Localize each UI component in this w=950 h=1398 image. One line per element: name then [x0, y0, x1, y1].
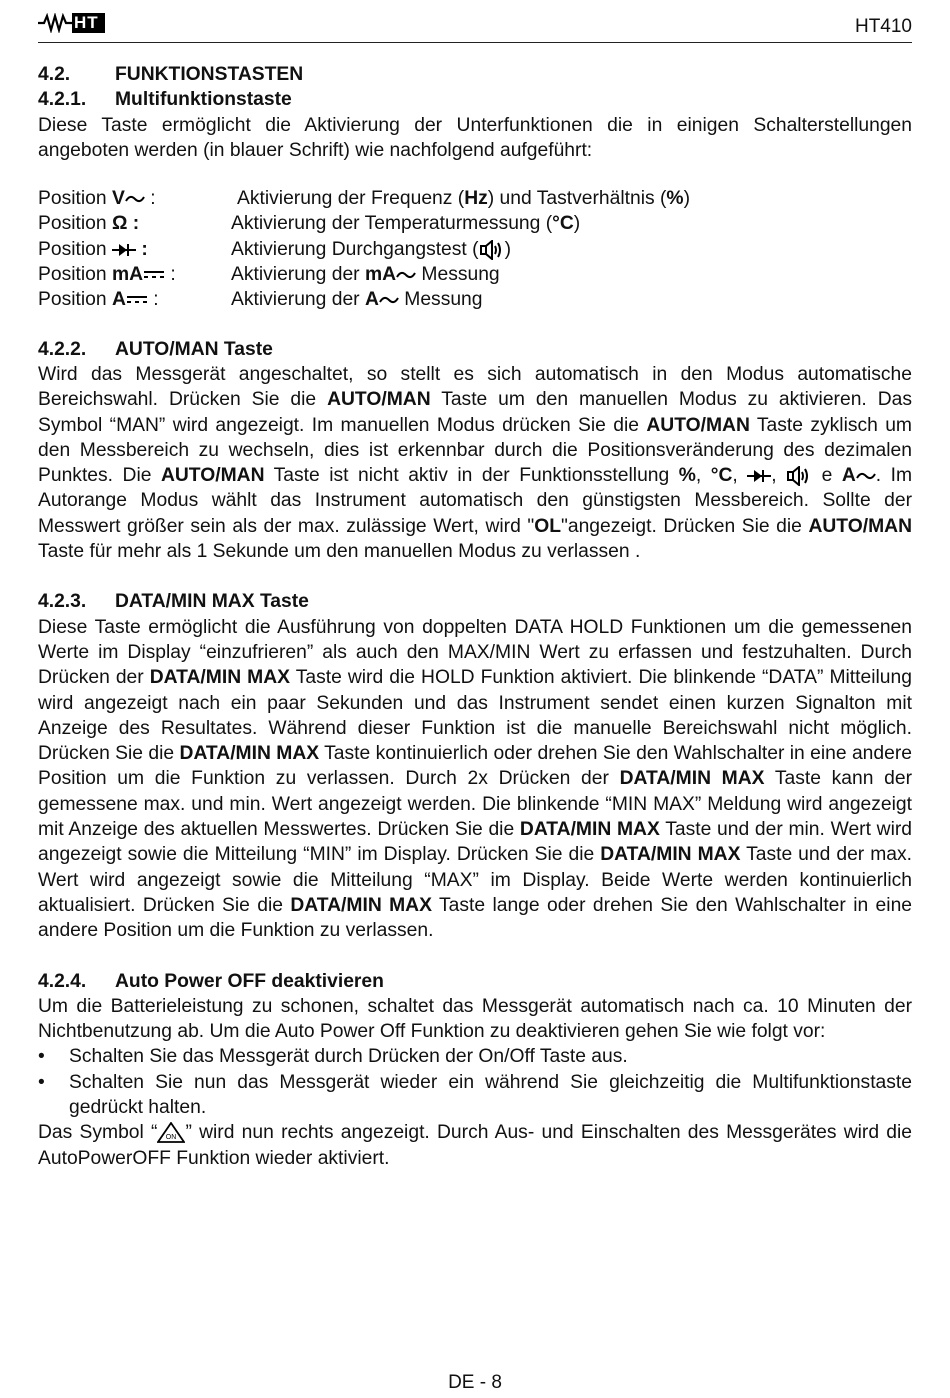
desc-bold: Hz [464, 188, 488, 210]
subsection-title: Auto Power OFF deaktivieren [115, 970, 384, 992]
ac-wave-icon [396, 270, 416, 280]
desc-text: ) [504, 238, 511, 260]
auto-power-off-warning-icon [157, 1122, 185, 1144]
desc-text: Aktivierung der Temperaturmessung ( [231, 213, 553, 235]
paragraph-data-min-max: Diese Taste ermöglicht die Ausführung von doppelten DATA HOLD Funktionen um die gemessenen Werte im Display “einzufrieren” als auch den MAX/MIN Wert zu erfassen und festzuhalten. Durch Drücken der DATA/MIN MAX Taste wird die HOLD Funktion aktiviert. Die blinkende “DATA” Mitteilung wird angezeigt nach ein paar Sekunden und das Instrument sendet einen kurzen Signalton mit Anzeige des Resultates. Während dieser Funktion ist die manuelle Bereichswahl nicht möglich. Drücken Sie die DATA/MIN MAX Taste kontinuierlich oder drehen Sie den Wahlschalter in eine andere Position um die Funktion zu verlassen. Durch 2x Drücken der DATA/MIN MAX Taste kann der gemessene max. und min. Wert angezeigt werden. Die blinkende “MIN MAX” Meldung wird angezeigt mit Anzeige des aktuellen Messwertes. Drücken Sie die DATA/MIN MAX Taste und der min. Wert wird angezeigt sowie die Mitteilung “MIN” im Display. Drücken Sie die DATA/MIN MAX Taste und der max. Wert wird angezeigt sowie die Mitteilung “MAX” im Display. Beide Werte werden kontinuierlich aktualisiert. Drücken Sie die DATA/MIN MAX Taste lange oder drehen Sie den Wahlschalter in eine andere Position um die Funktion zu verlassen. [38, 616, 913, 942]
a-symbol: A [111, 289, 126, 311]
position-label: Position [38, 188, 107, 210]
dc-symbol-icon [143, 270, 165, 280]
desc-bold: mA [364, 264, 397, 286]
position-row-a: Position A : Aktivierung der A Messung [38, 289, 483, 311]
buzzer-icon [786, 466, 812, 486]
position-label: Position [38, 238, 107, 260]
ac-wave-icon [379, 295, 399, 305]
subsection-number: 4.2.1. [38, 89, 87, 111]
subsection-title: Multifunktionstaste [115, 89, 292, 111]
subsection-number: 4.2.2. [38, 338, 87, 360]
ac-wave-icon [125, 194, 145, 204]
desc-text: Messung [398, 289, 483, 311]
waveform-logo-icon [38, 13, 72, 33]
position-label: Position [38, 264, 107, 286]
bullet-list [38, 1044, 912, 1120]
dc-symbol-icon [126, 295, 148, 305]
position-row-voltage: Position V : Aktivierung der Frequenz (Hz) und Tastverhältnis (%) [38, 188, 690, 210]
desc-text: Messung [416, 264, 500, 286]
position-row-ohm: Position Ω : Aktivierung der Temperaturmessung (°C) [38, 213, 581, 235]
section-number: 4.2. [38, 64, 71, 85]
ac-wave-icon [856, 471, 876, 481]
desc-text: ) [683, 188, 690, 210]
position-label: Position [38, 289, 107, 311]
subsection-number: 4.2.4. [38, 970, 87, 992]
main-content [38, 62, 912, 1171]
brand-logo [38, 12, 105, 34]
section-heading [38, 62, 912, 87]
subsection-heading-424 [38, 969, 912, 994]
ma-symbol: mA [111, 264, 144, 286]
desc-bold: °C [552, 213, 574, 235]
subsection-heading-422 [38, 337, 912, 362]
logo-text: HT [72, 13, 105, 33]
page-number: DE - 8 [448, 1372, 502, 1393]
subsection-heading-421 [38, 87, 912, 112]
list-item: • Schalten Sie das Messgerät durch Drücken der On/Off Taste aus. [38, 1044, 912, 1069]
desc-text: ) [573, 213, 581, 235]
desc-text: ) und Tastverhältnis ( [487, 188, 667, 210]
desc-bold: A [364, 289, 379, 311]
subsection-title: DATA/MIN MAX Taste [115, 591, 309, 613]
paragraph-intro: Diese Taste ermöglicht die Aktivierung der Unterfunktionen die in einigen Schalterstellungen angeboten werden (in blauer Schrift) wie nachfolgend aufgeführt: [38, 114, 912, 161]
diode-icon [747, 469, 771, 483]
svg-text:ON: ON [166, 1134, 177, 1142]
desc-text: Aktivierung der [231, 289, 365, 311]
paragraph-symbol-note: Das Symbol “ ON ” wird nun rechts angezeigt. Durch Aus- und Einschalten des Messgerätes wird die AutoPowerOFF Funktion wieder aktiviert. [38, 1122, 912, 1169]
subsection-heading-423 [38, 589, 912, 614]
position-label: Position [38, 213, 107, 235]
subsection-number: 4.2.3. [38, 591, 87, 613]
model-name: HT410 [854, 16, 912, 37]
paragraph-auto-power-off: Um die Batterieleistung zu schonen, schaltet das Messgerät automatisch nach ca. 10 Minuten der Nichtbenutzung ab. Um die Auto Power Off Funktion zu deaktivieren gehen Sie wie folgt vor: [38, 995, 912, 1043]
ohm-symbol: Ω [111, 213, 128, 235]
section-title: FUNKTIONSTASTEN [115, 64, 304, 85]
desc-text: Aktivierung der Frequenz ( [237, 188, 465, 210]
paragraph-auto-man: Wird das Messgerät angeschaltet, so stellt es sich automatisch in den Modus automatische Bereichswahl. Drücken Sie die AUTO/MAN Taste um den manuellen Modus zu aktivieren. Das Symbol “MAN” wird angezeigt. Im manuellen Modus drücken Sie die AUTO/MAN Taste zyklisch um den Messbereich zu wechseln, dies ist erkennbar durch die Positionsveränderung des dezimalen Punktes. Die AUTO/MAN Taste ist nicht aktiv in der Funktionsstellung %, °C, , e A . Im Autorange Modus wählt das Instrument automatisch den günstigsten Messbereich. Sollte der Messwert größer sein als der max. zulässige Wert, wird "OL"angezeigt. Drücken Sie die AUTO/MAN Taste für mehr als 1 Sekunde um den manuellen Modus zu verlassen . [38, 363, 913, 563]
desc-bold: % [666, 188, 684, 210]
list-item: • Schalten Sie nun das Messgerät wieder ein während Sie gleichzeitig die Multifunktionstaste gedrückt halten. [38, 1070, 912, 1121]
subsection-title: AUTO/MAN Taste [115, 338, 273, 360]
position-row-ma: Position mA : Aktivierung der mA Messung [38, 264, 500, 286]
desc-text: Aktivierung der [231, 264, 365, 286]
buzzer-icon [479, 240, 505, 260]
diode-icon [112, 243, 136, 257]
position-row-diode: Position : Aktivierung Durchgangstest ( ) [38, 238, 511, 260]
page-header [38, 8, 912, 43]
desc-text: Aktivierung Durchgangstest ( [231, 238, 479, 260]
